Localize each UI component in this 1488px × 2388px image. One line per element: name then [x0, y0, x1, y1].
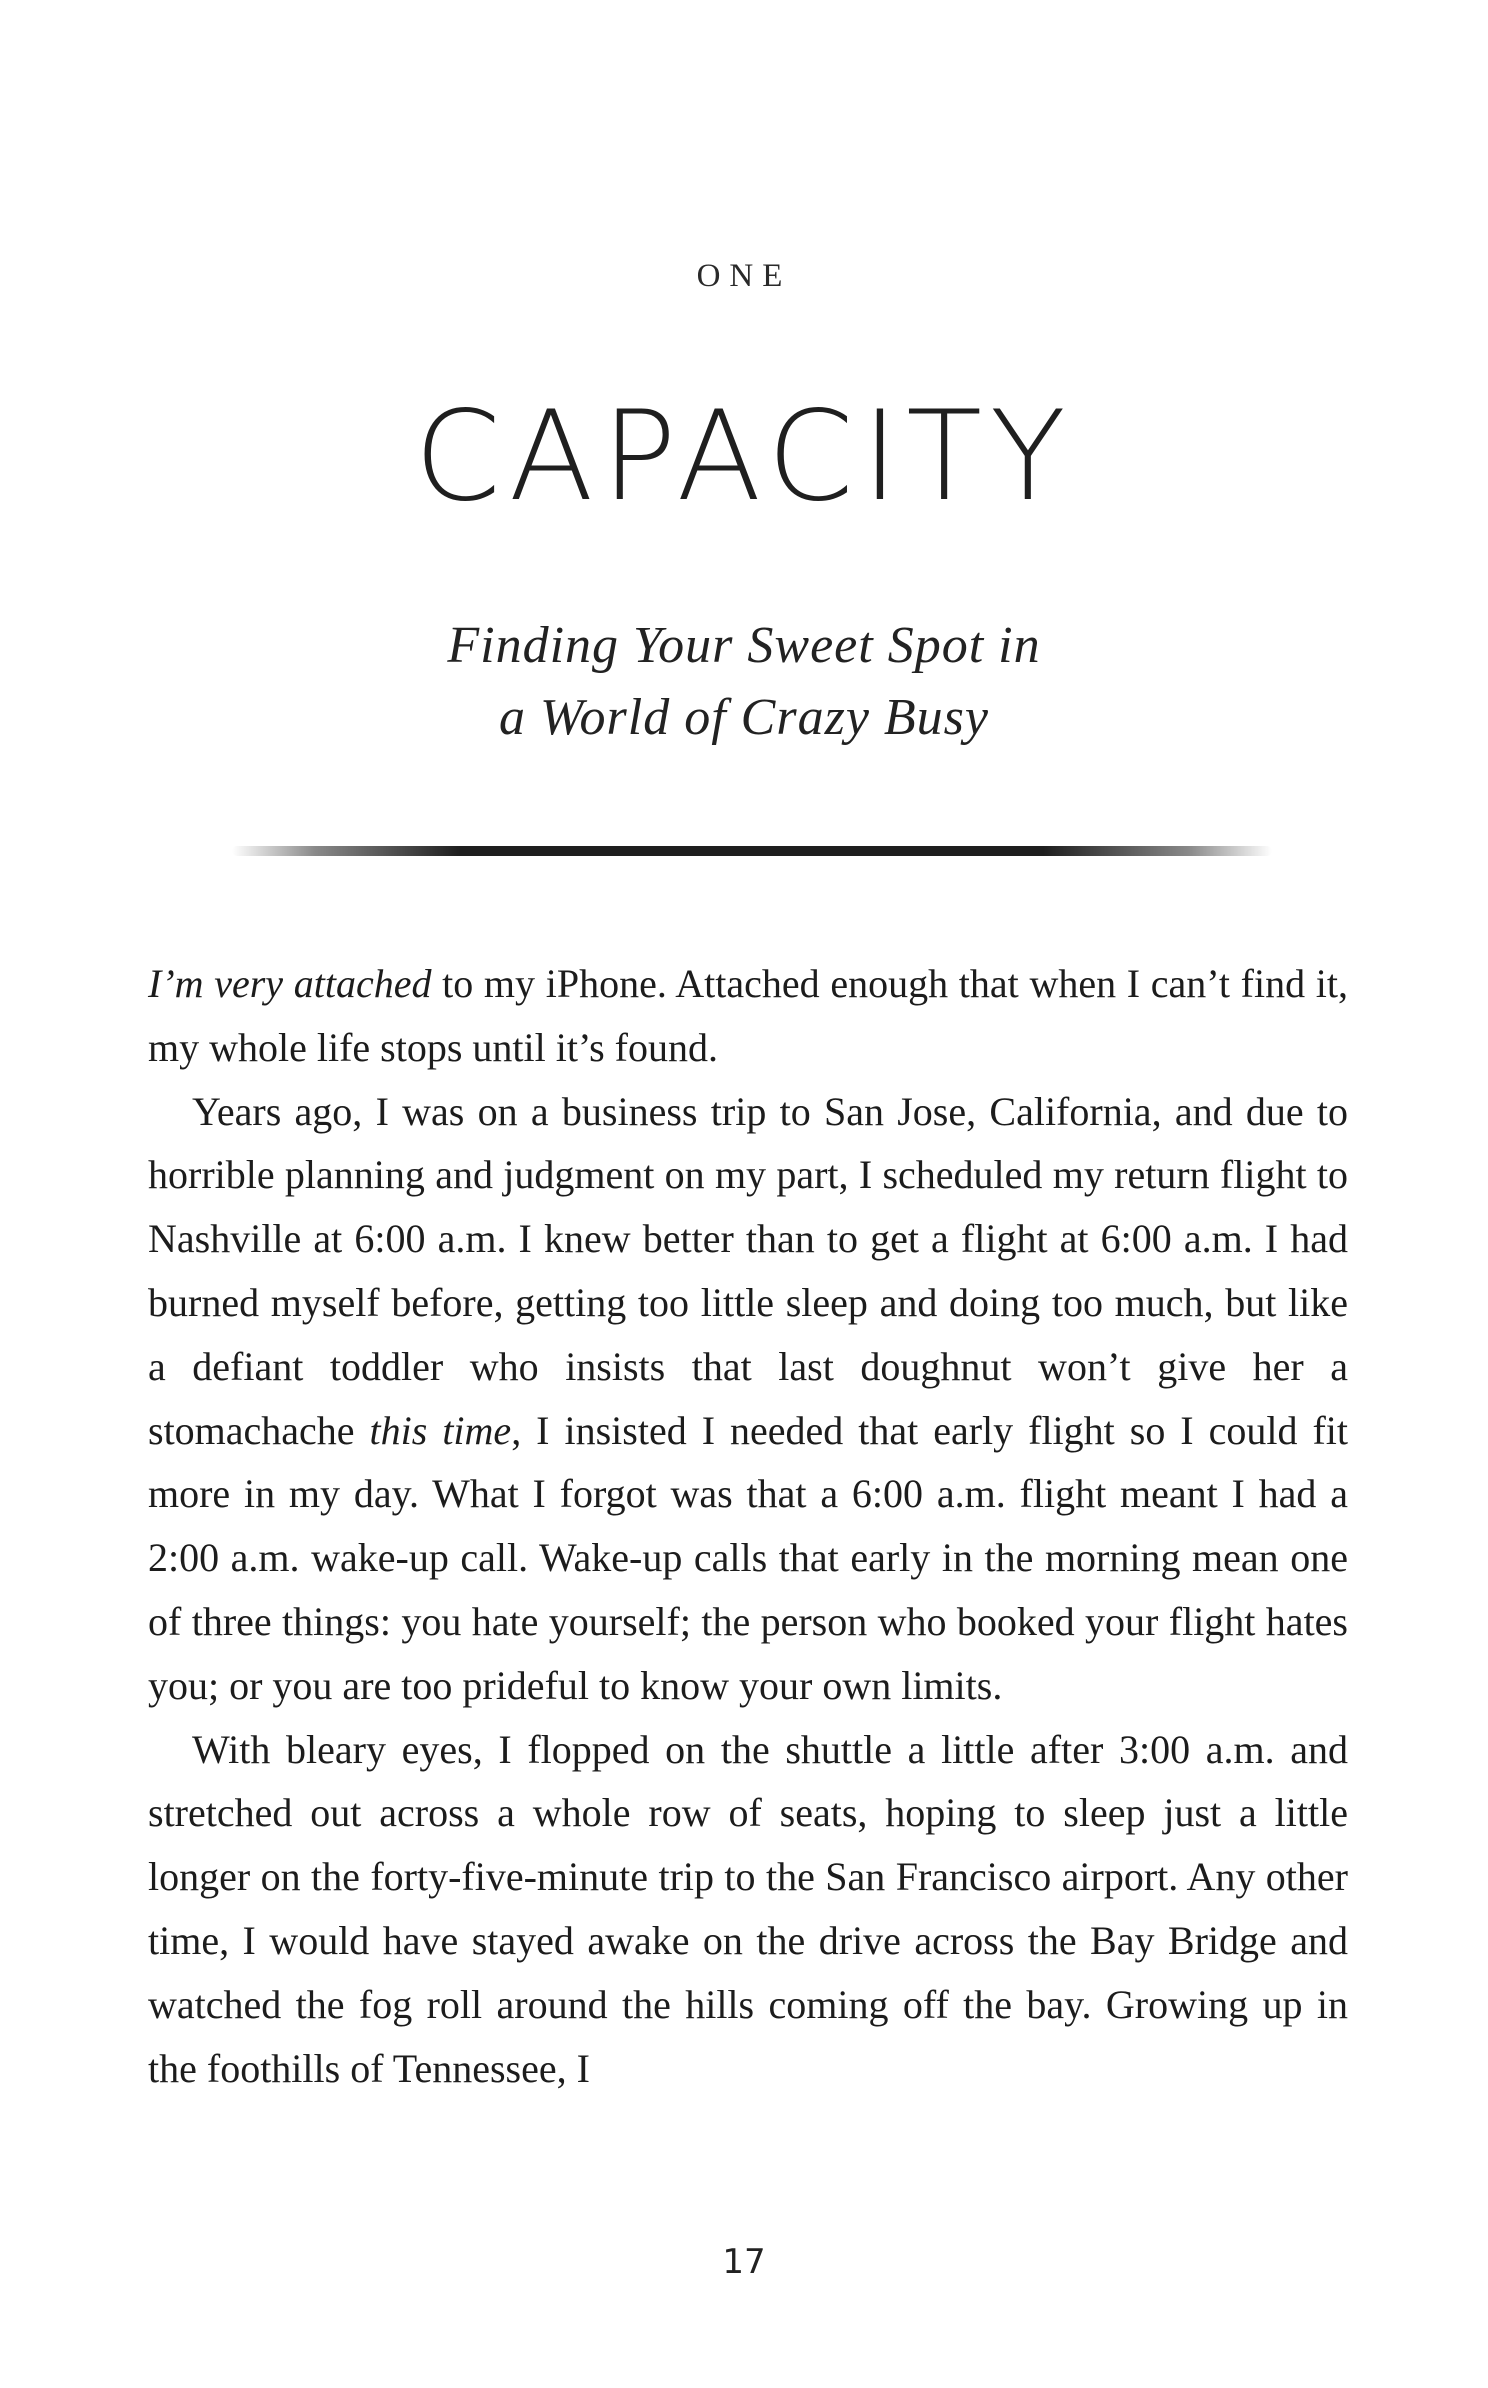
chapter-subtitle: [0, 610, 1488, 754]
paragraph-3-text: With bleary eyes, I flopped on the shuttle a little after 3:00 a.m. and stretched out across a whole row of seats, hoping to sleep just a little longer on the forty-five-minute trip to the San Francisco airport. Any other time, I would have stayed awake on the drive across the Bay Bridge and watched the fog roll around the hills coming off the bay. Growing up in the foothills of Tennessee, I: [148, 1726, 1348, 2091]
paragraph-1-text: to my iPhone. Attached enough that when I can’t find it, my whole life stops until it’s found.: [148, 961, 1348, 1070]
paragraph-1: [148, 952, 1348, 1080]
page-number: 17: [722, 2242, 766, 2282]
paragraph-1-italic-lead: I’m very attached: [148, 961, 432, 1006]
paragraph-2-text-before: Years ago, I was on a business trip to San Jose, California, and due to horrible planning and judgment on my part, I scheduled my return flight to Nashville at 6:00 a.m. I knew better than to get a flight at 6:00 a.m. I had burned myself before, getting too little sleep and doing too much, but like a defiant toddler who insists that last doughnut won’t give her a stomachache: [148, 1088, 1348, 1453]
subtitle-line-1: Finding Your Sweet Spot in: [447, 617, 1041, 674]
paragraph-2-text-after: , I insisted I needed that early flight so I could fit more in my day. What I forgot was that a 6:00 a.m. flight meant I had a 2:00 a.m. wake-up call. Wake-up calls that early in the morning mean one of three things: you hate yourself; the person who booked your flight hates you; or you are too prideful to know your own limits.: [148, 1407, 1349, 1708]
subtitle-line-2: a World of Crazy Busy: [499, 689, 989, 746]
paragraph-3: [148, 1718, 1348, 2101]
decorative-rule: [232, 846, 1272, 856]
body-text: [148, 952, 1348, 2100]
paragraph-2: [148, 1080, 1348, 1718]
chapter-number: ONE: [696, 258, 792, 294]
paragraph-2-italic: this time: [369, 1407, 512, 1453]
chapter-title: CAPACITY: [414, 385, 1074, 529]
